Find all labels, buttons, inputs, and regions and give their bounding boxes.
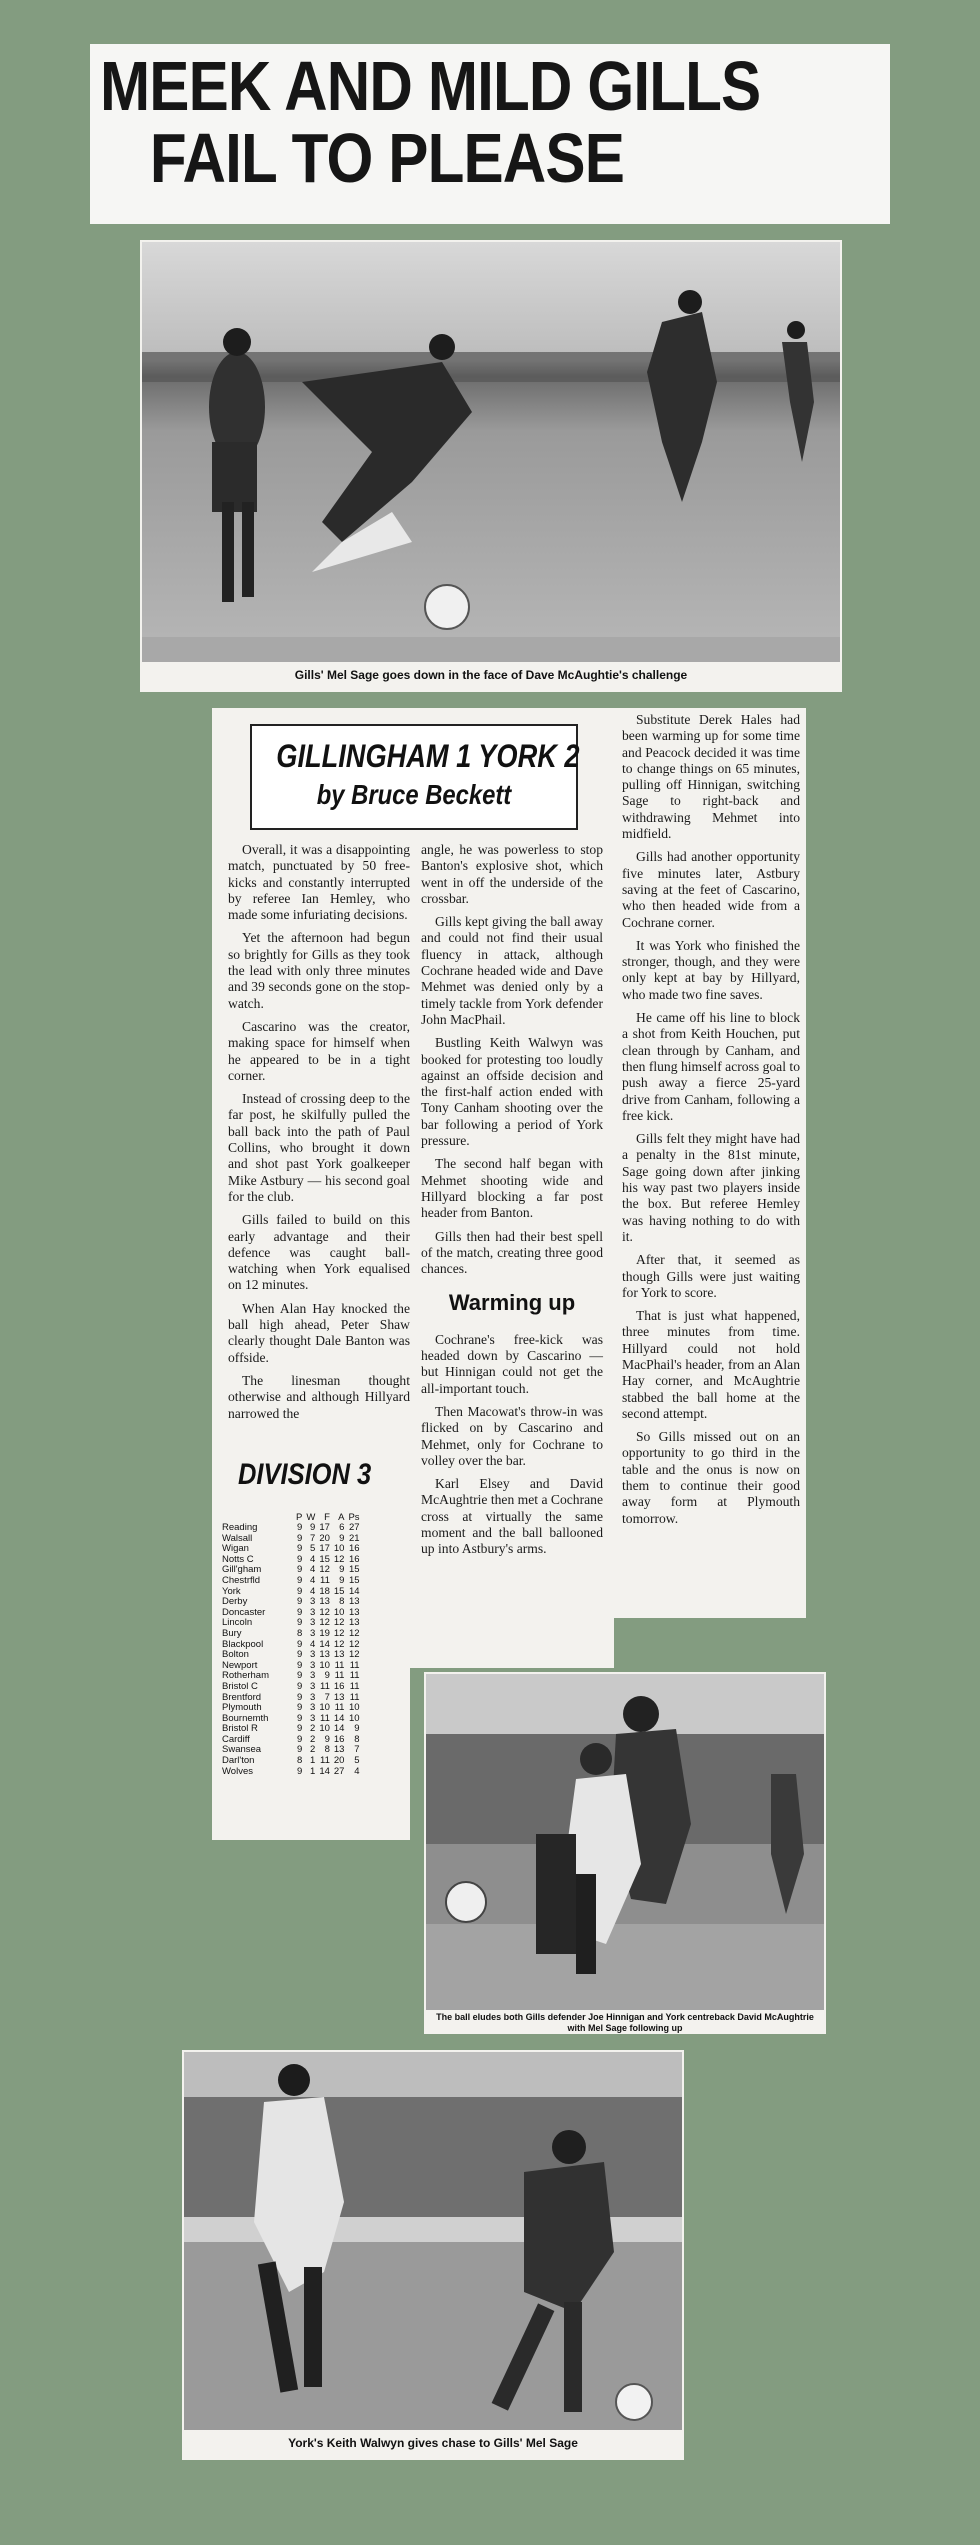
league-stat: 4 bbox=[310, 1585, 316, 1597]
league-stat: 9 bbox=[354, 1723, 360, 1735]
league-header-p: P bbox=[296, 1512, 303, 1523]
league-stat: 8 bbox=[297, 1755, 303, 1767]
league-stat: 3 bbox=[310, 1617, 316, 1629]
league-team-name: Wigan bbox=[222, 1543, 249, 1555]
division-title: DIVISION 3 bbox=[238, 1458, 372, 1491]
league-team-name: Brentford bbox=[222, 1691, 262, 1703]
league-stat: 9 bbox=[324, 1733, 330, 1745]
league-team-name: Bournemth bbox=[222, 1712, 269, 1724]
col2-paragraph: The second half began with Mehmet shooting wide and Hillyard blocking a far post header from Banton. bbox=[421, 1156, 603, 1221]
col1-paragraph: Yet the afternoon had begun so brightly for Gills as they took the lead with only three minutes and 39 seconds gone on the stop-watch. bbox=[228, 930, 410, 1011]
league-team-name: Swansea bbox=[222, 1744, 262, 1756]
league-stat: 11 bbox=[320, 1680, 330, 1692]
league-stat: 27 bbox=[348, 1522, 360, 1533]
col2-paragraph: Cochrane's free-kick was headed down by Cascarino — but Hinnigan could not get the all-important touch. bbox=[421, 1331, 603, 1396]
league-team-name: Plymouth bbox=[222, 1702, 262, 1714]
league-stat: 8 bbox=[324, 1744, 330, 1756]
league-stat: 13 bbox=[319, 1596, 330, 1608]
league-stat: 4 bbox=[310, 1574, 316, 1586]
col2-paragraph: Gills then had their best spell of the match, creating three good chances. bbox=[421, 1228, 603, 1277]
league-stat: 9 bbox=[297, 1659, 303, 1671]
result-box bbox=[250, 724, 578, 830]
result-byline: by Bruce Beckett bbox=[316, 779, 512, 810]
photo-2-caption: The ball eludes both Gills defender Joe Hinnigan and York centreback David McAughtrie with Mel Sage following up bbox=[436, 2012, 814, 2033]
league-stat: 17 bbox=[319, 1543, 330, 1555]
league-stat: 8 bbox=[354, 1733, 360, 1745]
league-stat: 13 bbox=[333, 1744, 345, 1756]
league-stat: 7 bbox=[310, 1532, 316, 1544]
photo-3-caption: York's Keith Walwyn gives chase to Gills' Mel Sage bbox=[288, 2436, 578, 2450]
league-stat: 3 bbox=[310, 1702, 316, 1714]
league-team-name: Doncaster bbox=[222, 1606, 266, 1618]
col3-paragraph: So Gills missed out on an opportunity to go third in the table and the onus is now on them to continue their good away form at Plymouth tomorrow. bbox=[622, 1429, 800, 1526]
league-stat: 16 bbox=[348, 1553, 360, 1565]
league-team-name: Reading bbox=[222, 1522, 258, 1533]
league-stat: 4 bbox=[310, 1638, 316, 1650]
league-stat: 9 bbox=[297, 1649, 303, 1661]
league-stat: 3 bbox=[310, 1691, 316, 1703]
league-stat: 13 bbox=[319, 1649, 330, 1661]
league-stat: 12 bbox=[333, 1638, 345, 1650]
league-stat: 5 bbox=[354, 1755, 360, 1767]
league-stat: 12 bbox=[333, 1617, 345, 1629]
col3-paragraph: Gills felt they might have had a penalty in the 81st minute, Sage going down after jinking his way past two players inside the box. But referee Hemley was having nothing to do with it. bbox=[622, 1131, 800, 1244]
league-stat: 9 bbox=[324, 1670, 330, 1682]
league-stat: 1 bbox=[310, 1755, 316, 1767]
league-stat: 11 bbox=[334, 1702, 345, 1714]
col2-paragraph: angle, he was powerless to stop Banton's explosive shot, which went in off the underside of the crossbar. bbox=[421, 842, 603, 906]
league-stat: 9 bbox=[297, 1522, 303, 1533]
col3-paragraph: Gills had another opportunity five minutes later, Astbury saving at the feet of Cascarino, who then headed wide from a Cochrane corner. bbox=[622, 849, 800, 930]
league-stat: 9 bbox=[339, 1532, 345, 1544]
league-stat: 9 bbox=[297, 1670, 303, 1682]
col3-paragraph: It was York who finished the stronger, though, and they were only kept at bay by Hillyard, who made two fine saves. bbox=[622, 937, 800, 1002]
league-stat: 10 bbox=[319, 1659, 330, 1671]
league-team-name: Newport bbox=[222, 1659, 258, 1671]
col1-paragraph: Overall, it was a disappointing match, punctuated by 50 free-kicks and constantly interrupted by referee Ian Hemley, who made some infuriating decisions. bbox=[228, 842, 410, 923]
league-stat: 4 bbox=[354, 1765, 360, 1777]
league-stat: 10 bbox=[333, 1543, 345, 1555]
league-stat: 9 bbox=[297, 1543, 303, 1555]
league-team-name: Darl'ton bbox=[222, 1755, 255, 1767]
league-stat: 11 bbox=[349, 1670, 360, 1682]
col3-paragraph: Substitute Derek Hales had been warming up for some time and Peacock decided it was time to change things on 65 minutes, pulling off Hinnigan, switching Sage to right-back and withdrawing Mehmet into midfield. bbox=[622, 712, 800, 842]
league-stat: 12 bbox=[333, 1553, 345, 1565]
league-stat: 9 bbox=[297, 1680, 303, 1692]
league-stat: 16 bbox=[333, 1680, 345, 1692]
league-stat: 11 bbox=[349, 1680, 360, 1692]
article-column-3 bbox=[622, 712, 800, 1534]
league-stat: 13 bbox=[348, 1617, 360, 1629]
col1-paragraph: Cascarino was the creator, making space for himself when he appeared to be in a tight corner. bbox=[228, 1018, 410, 1083]
league-stat: 13 bbox=[348, 1596, 360, 1608]
photo-2-frame bbox=[424, 1672, 826, 2034]
league-stat: 10 bbox=[333, 1606, 345, 1618]
league-team-name: Bristol R bbox=[222, 1723, 258, 1735]
photo-3-frame bbox=[182, 2050, 684, 2460]
league-stat: 3 bbox=[310, 1606, 316, 1618]
league-stat: 2 bbox=[310, 1733, 316, 1745]
league-stat: 10 bbox=[348, 1712, 360, 1724]
league-stat: 14 bbox=[348, 1585, 360, 1597]
col1-paragraph: Instead of crossing deep to the far post, he skilfully pulled the ball back into the path of Paul Collins, who brought it down and shot past York goalkeeper Mike Astbury — his second goal for the club. bbox=[228, 1091, 410, 1204]
league-stat: 12 bbox=[319, 1617, 330, 1629]
league-stat: 9 bbox=[297, 1553, 303, 1565]
league-stat: 15 bbox=[319, 1553, 330, 1565]
league-stat: 14 bbox=[333, 1712, 345, 1724]
league-team-name: Cardiff bbox=[222, 1733, 250, 1745]
photo-3-image bbox=[184, 2052, 682, 2430]
photo-1-frame bbox=[140, 240, 842, 692]
league-team-name: Chestrfld bbox=[222, 1574, 261, 1586]
photo-2-image bbox=[426, 1674, 824, 2010]
league-stat: 15 bbox=[333, 1585, 345, 1597]
league-team-name: Bristol C bbox=[222, 1680, 258, 1692]
league-stat: 6 bbox=[339, 1522, 345, 1533]
league-team-name: Rotherham bbox=[222, 1670, 269, 1682]
league-team-name: Walsall bbox=[222, 1532, 253, 1544]
league-stat: 2 bbox=[310, 1723, 316, 1735]
league-stat: 12 bbox=[333, 1627, 345, 1639]
league-stat: 16 bbox=[348, 1543, 360, 1555]
league-team-name: Notts C bbox=[222, 1553, 254, 1565]
league-stat: 20 bbox=[319, 1532, 330, 1544]
league-row bbox=[220, 1629, 362, 1640]
league-team-name: Bolton bbox=[222, 1649, 249, 1661]
league-stat: 9 bbox=[297, 1712, 303, 1724]
league-stat: 9 bbox=[297, 1638, 303, 1650]
league-stat: 3 bbox=[310, 1680, 316, 1692]
photo-1-caption: Gills' Mel Sage goes down in the face of Dave McAughtie's challenge bbox=[294, 668, 688, 682]
league-stat: 27 bbox=[333, 1765, 345, 1777]
league-row bbox=[220, 1576, 362, 1587]
league-stat: 12 bbox=[348, 1638, 360, 1650]
league-table bbox=[220, 1512, 410, 1777]
league-stat: 9 bbox=[297, 1574, 303, 1586]
league-stat: 14 bbox=[319, 1765, 330, 1777]
league-stat: 3 bbox=[310, 1596, 316, 1608]
result-score: GILLINGHAM 1 YORK 2 bbox=[276, 738, 580, 774]
league-stat: 9 bbox=[297, 1606, 303, 1618]
league-stat: 4 bbox=[310, 1564, 316, 1576]
league-row bbox=[220, 1523, 362, 1534]
league-stat: 10 bbox=[319, 1702, 330, 1714]
league-stat: 13 bbox=[333, 1649, 345, 1661]
league-stat: 3 bbox=[310, 1670, 316, 1682]
league-team-name: Gill'gham bbox=[222, 1564, 262, 1576]
col1-paragraph: The linesman thought otherwise and although Hillyard narrowed the bbox=[228, 1372, 410, 1421]
league-stat: 8 bbox=[339, 1596, 345, 1608]
league-team-name: York bbox=[222, 1585, 241, 1597]
league-stat: 7 bbox=[324, 1691, 330, 1703]
league-stat: 5 bbox=[310, 1543, 316, 1555]
league-stat: 12 bbox=[348, 1627, 360, 1639]
league-team-name: Lincoln bbox=[222, 1617, 253, 1629]
headline-line-2: FAIL TO PLEASE bbox=[149, 119, 625, 197]
col1-paragraph: Gills failed to build on this early advantage and their defence was caught ball-watching when York equalised on 12 minutes. bbox=[228, 1212, 410, 1293]
league-stat: 9 bbox=[297, 1744, 303, 1756]
league-stat: 11 bbox=[320, 1755, 330, 1767]
league-stat: 9 bbox=[297, 1585, 303, 1597]
league-stat: 8 bbox=[297, 1627, 303, 1639]
col2-paragraph: Bustling Keith Walwyn was booked for protesting too loudly against an offside decision and the first-half action ended with Tony Canham shooting over the bar following a period of York pressure. bbox=[421, 1035, 603, 1149]
league-team-name: Derby bbox=[222, 1596, 248, 1608]
league-stat: 11 bbox=[320, 1712, 330, 1724]
league-team-name: Bury bbox=[222, 1627, 242, 1639]
photo-1-image bbox=[142, 242, 840, 662]
col3-paragraph: He came off his line to block a shot from Keith Houchen, put clean through by Canham, and then flung himself across goal to push away a fierce 25-yard drive from Canham, following a free kick. bbox=[622, 1010, 800, 1123]
col2-paragraph: Gills kept giving the ball away and could not find their usual fluency in attack, although Cochrane headed wide and Dave Mehmet was denied only by a timely tackle from York defender John MacPhail. bbox=[421, 914, 603, 1027]
league-stat: 12 bbox=[319, 1606, 330, 1618]
league-stat: 11 bbox=[349, 1659, 360, 1671]
league-stat: 11 bbox=[320, 1574, 330, 1586]
league-stat: 14 bbox=[319, 1638, 330, 1650]
league-stat: 9 bbox=[297, 1617, 303, 1629]
league-stat: 11 bbox=[349, 1691, 360, 1703]
headline-line-1: MEEK AND MILD GILLS bbox=[100, 47, 761, 125]
league-stat: 9 bbox=[297, 1532, 303, 1544]
league-header-ps: Ps bbox=[348, 1512, 360, 1523]
league-stat: 13 bbox=[348, 1606, 360, 1618]
league-stat: 3 bbox=[310, 1712, 316, 1724]
league-stat: 9 bbox=[339, 1564, 345, 1576]
league-stat: 10 bbox=[319, 1723, 330, 1735]
league-stat: 9 bbox=[297, 1733, 303, 1745]
league-team-name: Blackpool bbox=[222, 1638, 264, 1650]
col3-paragraph: That is just what happened, three minutes from time. Hillyard could not hold MacPhail's header, from an Alan Hay corner, and McAughtrie stabbed the ball home at the second attempt. bbox=[622, 1308, 800, 1421]
league-stat: 16 bbox=[333, 1733, 345, 1745]
league-stat: 13 bbox=[333, 1691, 345, 1703]
article-column-1 bbox=[228, 842, 410, 1429]
headline bbox=[90, 44, 890, 224]
col1-paragraph: When Alan Hay knocked the ball high ahead, Peter Shaw clearly thought Dale Banton was offside. bbox=[228, 1300, 410, 1365]
league-stat: 9 bbox=[310, 1522, 316, 1533]
league-header-w: W bbox=[306, 1512, 316, 1523]
league-stat: 17 bbox=[319, 1522, 330, 1533]
league-stat: 9 bbox=[297, 1564, 303, 1576]
col3-paragraph: After that, it seemed as though Gills were just waiting for York to score. bbox=[622, 1252, 800, 1300]
league-stat: 2 bbox=[310, 1744, 316, 1756]
col2-paragraph: Karl Elsey and David McAughtrie then met a Cochrane cross at virtually the same moment and the ball ballooned up into Astbury's arms. bbox=[421, 1476, 603, 1557]
league-stat: 18 bbox=[319, 1585, 330, 1597]
league-stat: 15 bbox=[348, 1574, 360, 1586]
col2-paragraph: Then Macowat's throw-in was flicked on by Cascarino and Mehmet, only for Cochrane to volley over the bar. bbox=[421, 1403, 603, 1468]
league-stat: 11 bbox=[334, 1670, 345, 1682]
league-stat: 3 bbox=[310, 1659, 316, 1671]
league-header-f: F bbox=[324, 1512, 330, 1523]
league-stat: 3 bbox=[310, 1649, 316, 1661]
league-stat: 12 bbox=[348, 1649, 360, 1661]
league-stat: 12 bbox=[319, 1564, 330, 1576]
league-stat: 9 bbox=[297, 1765, 303, 1777]
league-stat: 11 bbox=[334, 1659, 345, 1671]
league-stat: 20 bbox=[333, 1755, 345, 1767]
league-stat: 9 bbox=[297, 1691, 303, 1703]
league-stat: 9 bbox=[339, 1574, 345, 1586]
league-stat: 9 bbox=[297, 1702, 303, 1714]
league-stat: 7 bbox=[354, 1744, 360, 1756]
league-stat: 3 bbox=[310, 1627, 316, 1639]
league-row bbox=[220, 1682, 362, 1693]
league-header-a: A bbox=[338, 1512, 345, 1523]
league-stat: 15 bbox=[348, 1564, 360, 1576]
league-stat: 9 bbox=[297, 1723, 303, 1735]
league-stat: 21 bbox=[348, 1532, 360, 1544]
league-team-name: Wolves bbox=[222, 1765, 253, 1777]
league-stat: 10 bbox=[348, 1702, 360, 1714]
league-stat: 19 bbox=[319, 1627, 330, 1639]
subheading: Warming up bbox=[448, 1290, 576, 1316]
league-stat: 9 bbox=[297, 1596, 303, 1608]
league-stat: 1 bbox=[310, 1765, 316, 1777]
league-row bbox=[220, 1767, 362, 1778]
article-column-2 bbox=[421, 842, 603, 1565]
league-stat: 14 bbox=[333, 1723, 345, 1735]
league-stat: 4 bbox=[310, 1553, 316, 1565]
